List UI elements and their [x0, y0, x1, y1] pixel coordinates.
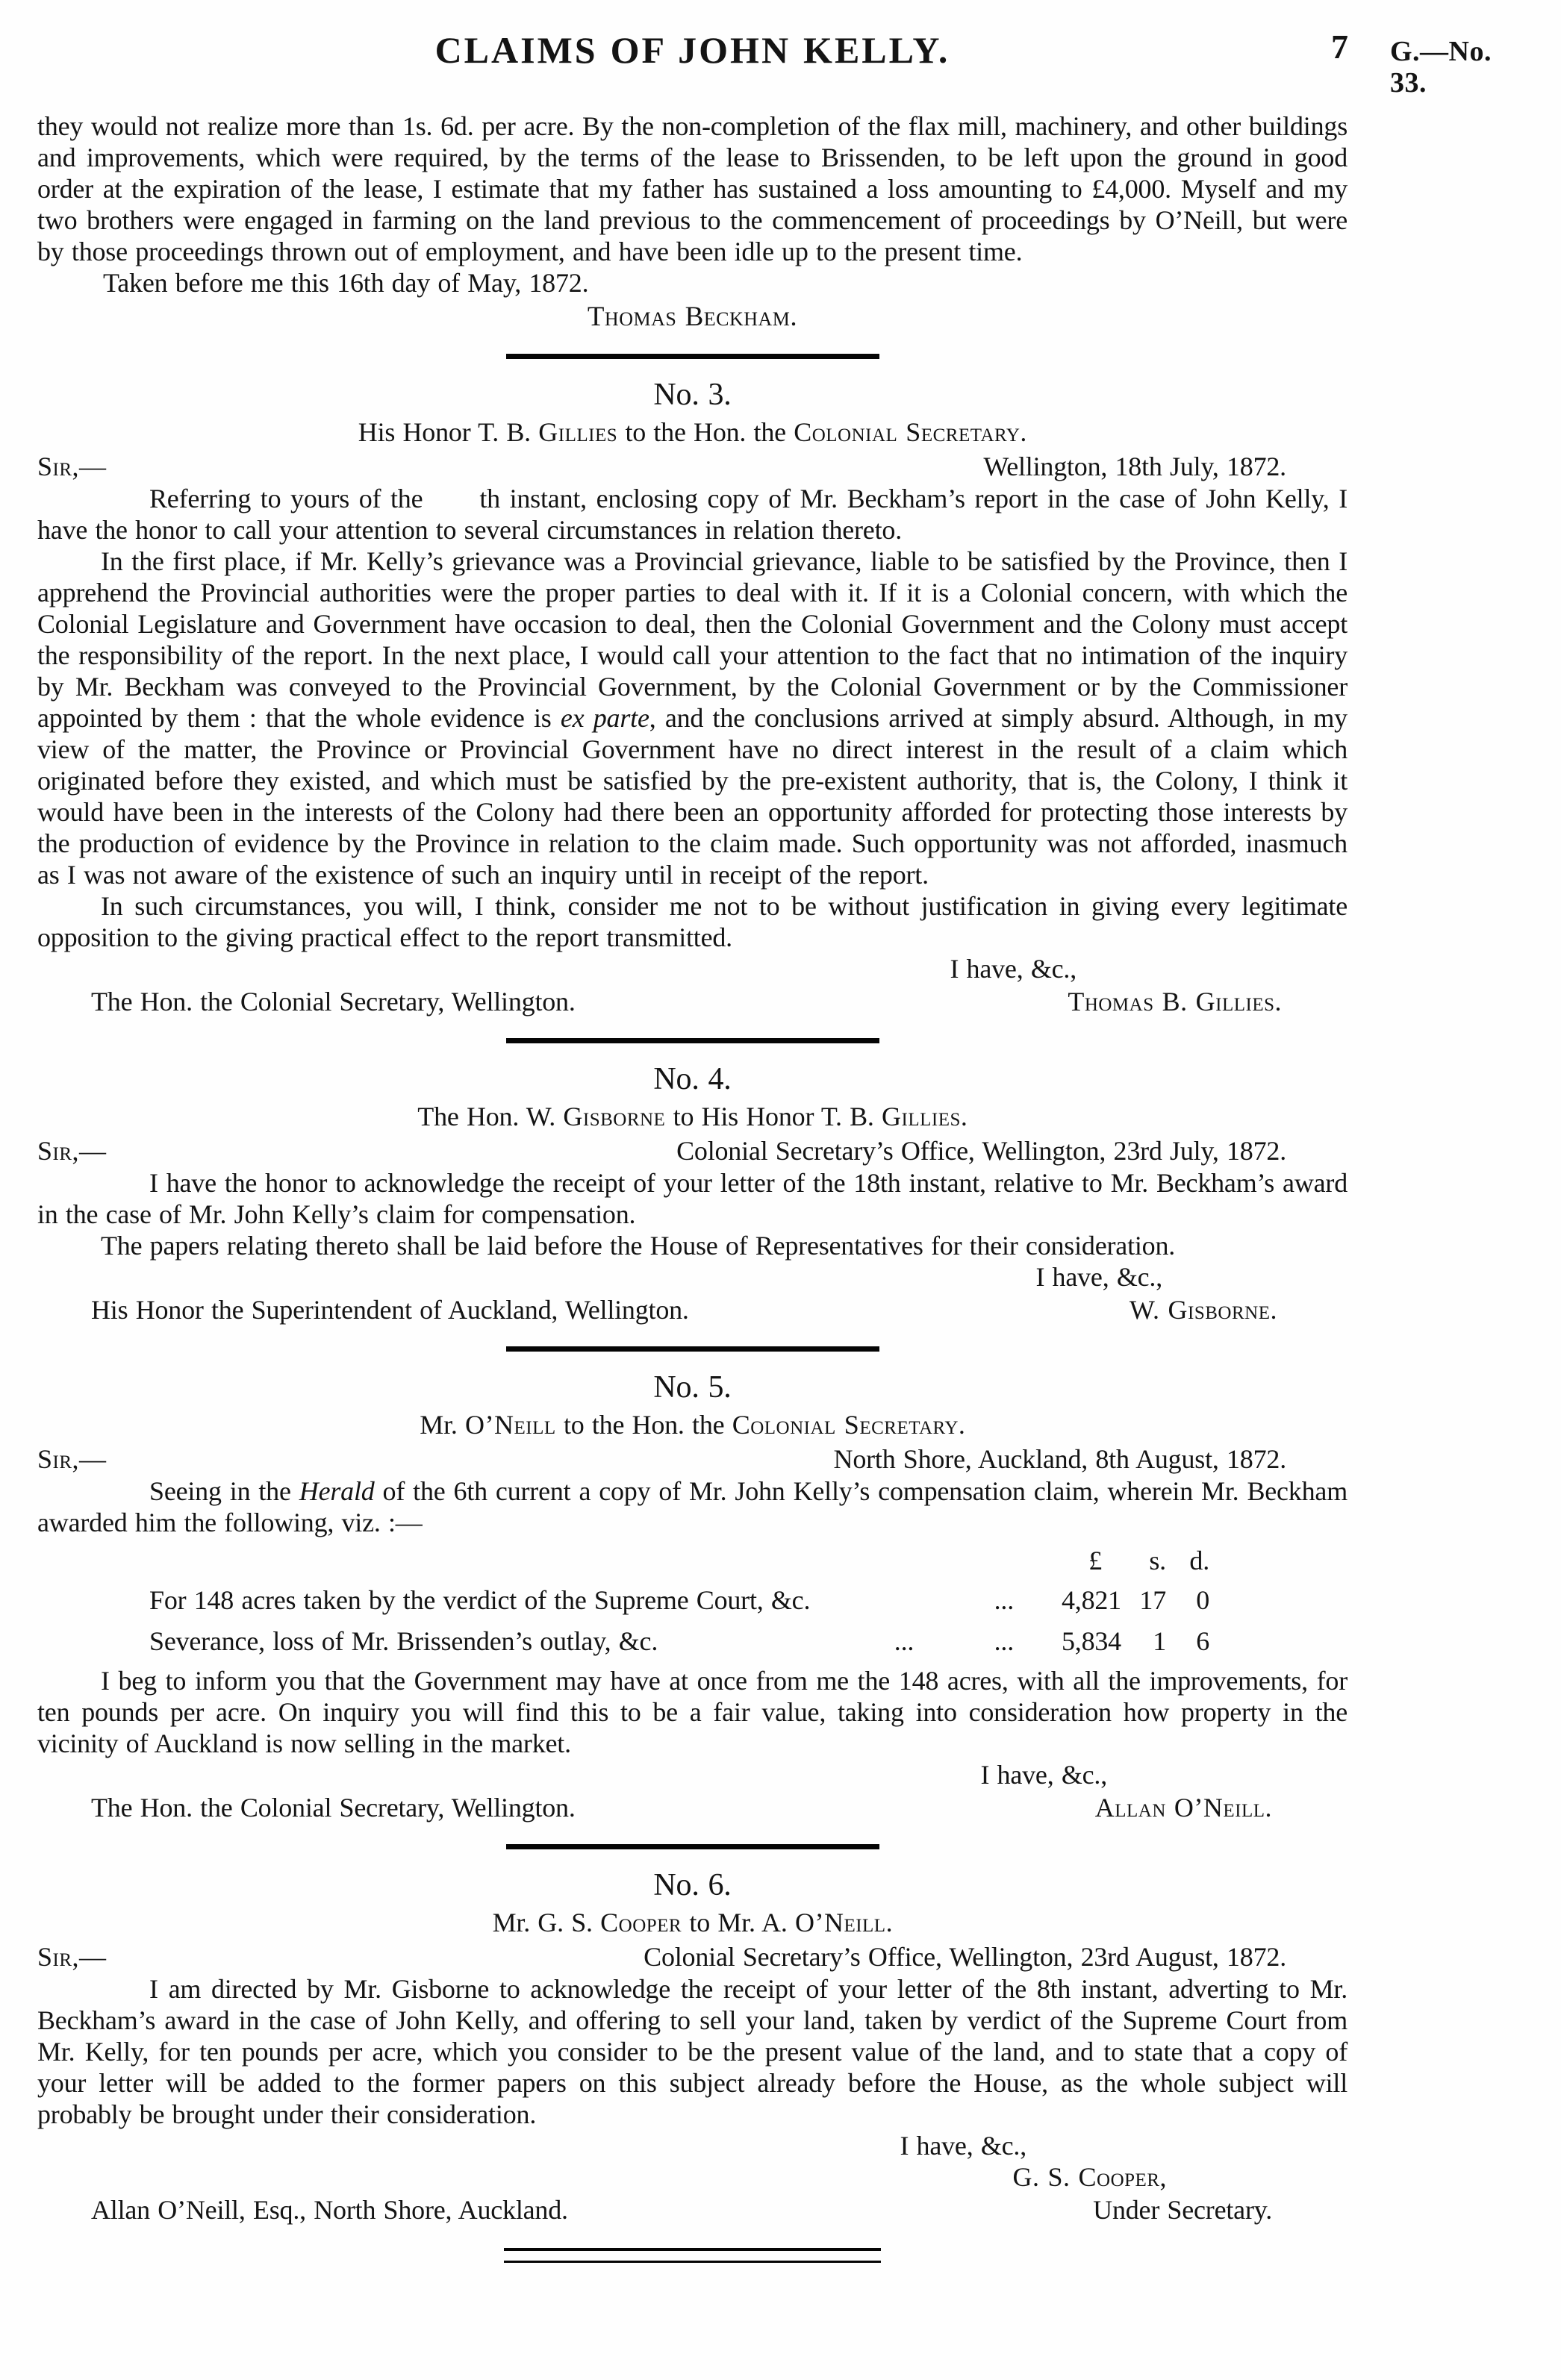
letter-6-paragraph: I am directed by Mr. Gisborne to acknowledge the receipt of your letter of the 8th instant, adverting to Mr. Beckham’s award in the case of John Kelly, and offering to sell your land, taken by verdict of the Supreme Court from Mr. Kelly, for ten pounds per acre, which you consider to be the present value of the land, and to state that a copy of your letter will be added to the former papers on this subject already before the House, as the whole subject will probably be brought under their consideration.: [37, 1974, 1347, 2129]
letter-3-number: No. 3.: [653, 378, 732, 412]
dateline: Wellington, 18th July, 1872.: [983, 452, 1286, 481]
sender-name: Cooper: [600, 1908, 682, 1937]
letter-4-heading: [37, 1100, 1347, 1133]
claim-amount-pounds: 5,834: [1061, 1626, 1121, 1656]
letter-3-heading: [37, 416, 1347, 449]
letter-6-signature-row: [37, 2193, 1347, 2227]
claim-item-label: Severance, loss of Mr. Brissenden’s outlay, &c.: [149, 1626, 658, 1656]
recipient-name: Colonial Secretary: [732, 1410, 959, 1440]
heading-text: The Hon. W.: [417, 1102, 564, 1131]
table-row: [37, 1621, 1209, 1662]
letter-6-salutation-row: [37, 1940, 1347, 1973]
letter-no-6: [37, 1867, 1347, 2227]
letter-no-4: [37, 1061, 1347, 1327]
letter-3-paragraph: [37, 546, 1347, 890]
letter-3-salutation-row: [37, 450, 1347, 483]
letter-4-paragraph: The papers relating thereto shall be laid before the House of Representatives for their consideration.: [101, 1231, 1176, 1261]
section-divider: [506, 1844, 879, 1849]
section-divider: [506, 354, 879, 359]
sender-name: O’Neill: [465, 1410, 556, 1440]
heading-text: to the Hon. the: [555, 1410, 732, 1440]
table-row: [37, 1580, 1209, 1621]
leader-dots: ... ...: [894, 1626, 1014, 1656]
letter-3-signature-row: [37, 984, 1347, 1019]
sender-name: Gisborne: [563, 1102, 666, 1131]
heading-text: Mr. G. S.: [492, 1908, 601, 1937]
deposition-attestation: Taken before me this 16th day of May, 1872.: [103, 268, 589, 298]
heading-text: to Mr. A.: [682, 1908, 795, 1937]
valediction: I have, &c.,: [1035, 1262, 1162, 1292]
leader-dots: ...: [994, 1585, 1014, 1615]
heading-text: .: [960, 1102, 968, 1131]
claim-table-header: [37, 1541, 1209, 1580]
letter-6-number: No. 6.: [653, 1868, 732, 1902]
column-header-shillings: s.: [1149, 1546, 1166, 1575]
sender-name: Gillies: [538, 417, 618, 447]
signature: W. Gisborne.: [1129, 1295, 1277, 1325]
letter-no-3: [37, 377, 1347, 1019]
heading-text: to His Honor T. B.: [665, 1102, 882, 1131]
addressee: Allan O’Neill, Esq., North Shore, Auckland.: [91, 2195, 568, 2225]
claim-amount-pence: 0: [1196, 1585, 1209, 1615]
paragraph-text: In the first place, if Mr. Kelly’s grievance was a Provincial grievance, liable to be satisfied by the Province, then I apprehend the Provincial authorities were the proper parties to deal with it. If it is a Colonial concern, with which the Colonial Legislature and Government have occasion to deal, then the Colonial Government and the Colony must accept the responsibility of the report. In the next place, I would call your attention to the fact that no intimation of the inquiry by Mr. Beckham was conveyed to the Provincial Government, by the Colonial Government or by the Commissioner appointed by them : that the whole evidence is: [37, 546, 1347, 733]
letter-6-heading: [37, 1906, 1347, 1939]
paragraph-text: , and the conclusions arrived at simply absurd. Although, in my view of the matter, the Province or Provincial Government have no direct interest in the result of a claim which originated before they existed, and which must be satisfied by the pre-existent authority, that is, the Colony, I think it would have been in the interests of the Colony had there been an opportunity afforded for protecting those interests by the production of evidence by the Province in relation to the claim made. Such opportunity was not afforded, inasmuch as I was not aware of the existence of such an inquiry until in receipt of the report.: [37, 703, 1347, 890]
page-header: [37, 28, 1530, 99]
letter-5-signature-row: [37, 1790, 1347, 1825]
heading-text: .: [885, 1908, 893, 1937]
signature: G. S. Cooper,: [1012, 2162, 1167, 2192]
deposition-paragraph: they would not realize more than 1s. 6d. per acre. By the non-completion of the flax mill, machinery, and other buildings and improvements, which were required, by the terms of the lease to Brissenden, to be left upon the ground in good order at the expiration of the lease, I estimate that my father has sustained a loss amounting to £4,000. Myself and my two brothers were engaged in farming on the land previous to the commencement of proceedings by O’Neill, but were by those proceedings thrown out of employment, and have been idle up to the present time.: [37, 111, 1347, 266]
recipient-name: Gillies: [882, 1102, 961, 1131]
salutation: Sir,—: [37, 1136, 107, 1166]
heading-text: His Honor T. B.: [358, 417, 539, 447]
valediction: I have, &c.,: [950, 954, 1077, 984]
valediction: I have, &c.,: [980, 1760, 1107, 1790]
claim-amount-shillings: 17: [1139, 1585, 1166, 1615]
deposition-signature: Thomas Beckham.: [587, 302, 798, 332]
salutation: Sir,—: [37, 1444, 107, 1474]
addressee: His Honor the Superintendent of Auckland, Wellington.: [91, 1295, 689, 1325]
addressee: The Hon. the Colonial Secretary, Wellington.: [91, 987, 576, 1016]
heading-text: .: [1020, 417, 1027, 447]
letter-5-number: No. 5.: [653, 1370, 732, 1405]
claim-amount-shillings: 1: [1153, 1626, 1166, 1656]
column-header-pence: d.: [1189, 1546, 1209, 1575]
letter-4-salutation-row: [37, 1134, 1347, 1167]
dateline: Colonial Secretary’s Office, Wellington, 23rd August, 1872.: [644, 1942, 1286, 1972]
signature: Allan O’Neill.: [1094, 1793, 1272, 1823]
letter-4-signature-row: [37, 1293, 1347, 1327]
paragraph-text: Seeing in the: [149, 1476, 299, 1506]
letter-3-paragraph: Referring to yours of the th instant, enclosing copy of Mr. Beckham’s report in the case of John Kelly, I have the honor to call your attention to several circumstances in relation thereto.: [37, 484, 1347, 545]
end-of-page-rule: [504, 2248, 881, 2263]
addressee: The Hon. the Colonial Secretary, Wellington.: [91, 1793, 576, 1823]
letter-5-paragraph: I beg to inform you that the Government may have at once from me the 148 acres, with all the improvements, for ten pounds per acre. On inquiry you will find this to be a fair value, taking into consideration how property in the vicinity of Auckland is now selling in the market.: [37, 1666, 1347, 1758]
salutation: Sir,—: [37, 1942, 107, 1972]
dateline: North Shore, Auckland, 8th August, 1872.: [833, 1444, 1286, 1474]
letter-5-paragraph: [37, 1475, 1347, 1538]
claim-amount-pounds: 4,821: [1061, 1585, 1121, 1615]
letter-3-paragraph: In such circumstances, you will, I think, consider me not to be without justification in giving every legitimate opposition to the giving practical effect to the report transmitted.: [37, 891, 1347, 952]
letter-4-paragraph: I have the honor to acknowledge the receipt of your letter of the 18th instant, relative to Mr. Beckham’s award in the case of Mr. John Kelly’s claim for compensation.: [37, 1168, 1347, 1229]
paragraph-text: of the 6th current a copy of Mr. John Kelly’s compensation claim, wherein Mr. Beckham awarded him the following, viz. :—: [37, 1476, 1347, 1537]
document-title: CLAIMS OF JOHN KELLY.: [434, 29, 950, 71]
letter-4-number: No. 4.: [653, 1062, 732, 1096]
column-header-pounds: £: [1088, 1546, 1102, 1575]
recipient-name: O’Neill: [794, 1908, 886, 1937]
heading-text: to the Hon. the: [617, 417, 794, 447]
document-body: [37, 110, 1347, 2263]
letter-5-heading: [37, 1408, 1347, 1441]
valediction: I have, &c.,: [900, 2131, 1026, 2161]
recipient-name: Colonial Secretary: [794, 417, 1021, 447]
salutation: Sir,—: [37, 452, 107, 481]
claim-item: [37, 1580, 1024, 1621]
signature: Thomas B. Gillies.: [1068, 987, 1282, 1016]
page-number: 7: [1331, 28, 1348, 66]
claim-item-label: For 148 acres taken by the verdict of the Supreme Court, &c.: [149, 1585, 811, 1615]
newspaper-name: Herald: [299, 1476, 375, 1506]
section-divider: [506, 1038, 879, 1043]
letter-no-5: [37, 1369, 1347, 1825]
claim-amount-pence: 6: [1196, 1626, 1209, 1656]
document-reference: G.—No. 33.: [1390, 36, 1492, 99]
heading-text: .: [958, 1410, 965, 1440]
heading-text: Mr.: [420, 1410, 466, 1440]
dateline: Colonial Secretary’s Office, Wellington, 23rd July, 1872.: [676, 1136, 1286, 1166]
compensation-claim-table: [37, 1541, 1209, 1662]
letter-5-salutation-row: [37, 1443, 1347, 1475]
latin-phrase: ex parte: [560, 703, 649, 733]
section-divider: [506, 1346, 879, 1352]
claim-item: [37, 1621, 1024, 1662]
signature-title: Under Secretary.: [1093, 2195, 1272, 2225]
